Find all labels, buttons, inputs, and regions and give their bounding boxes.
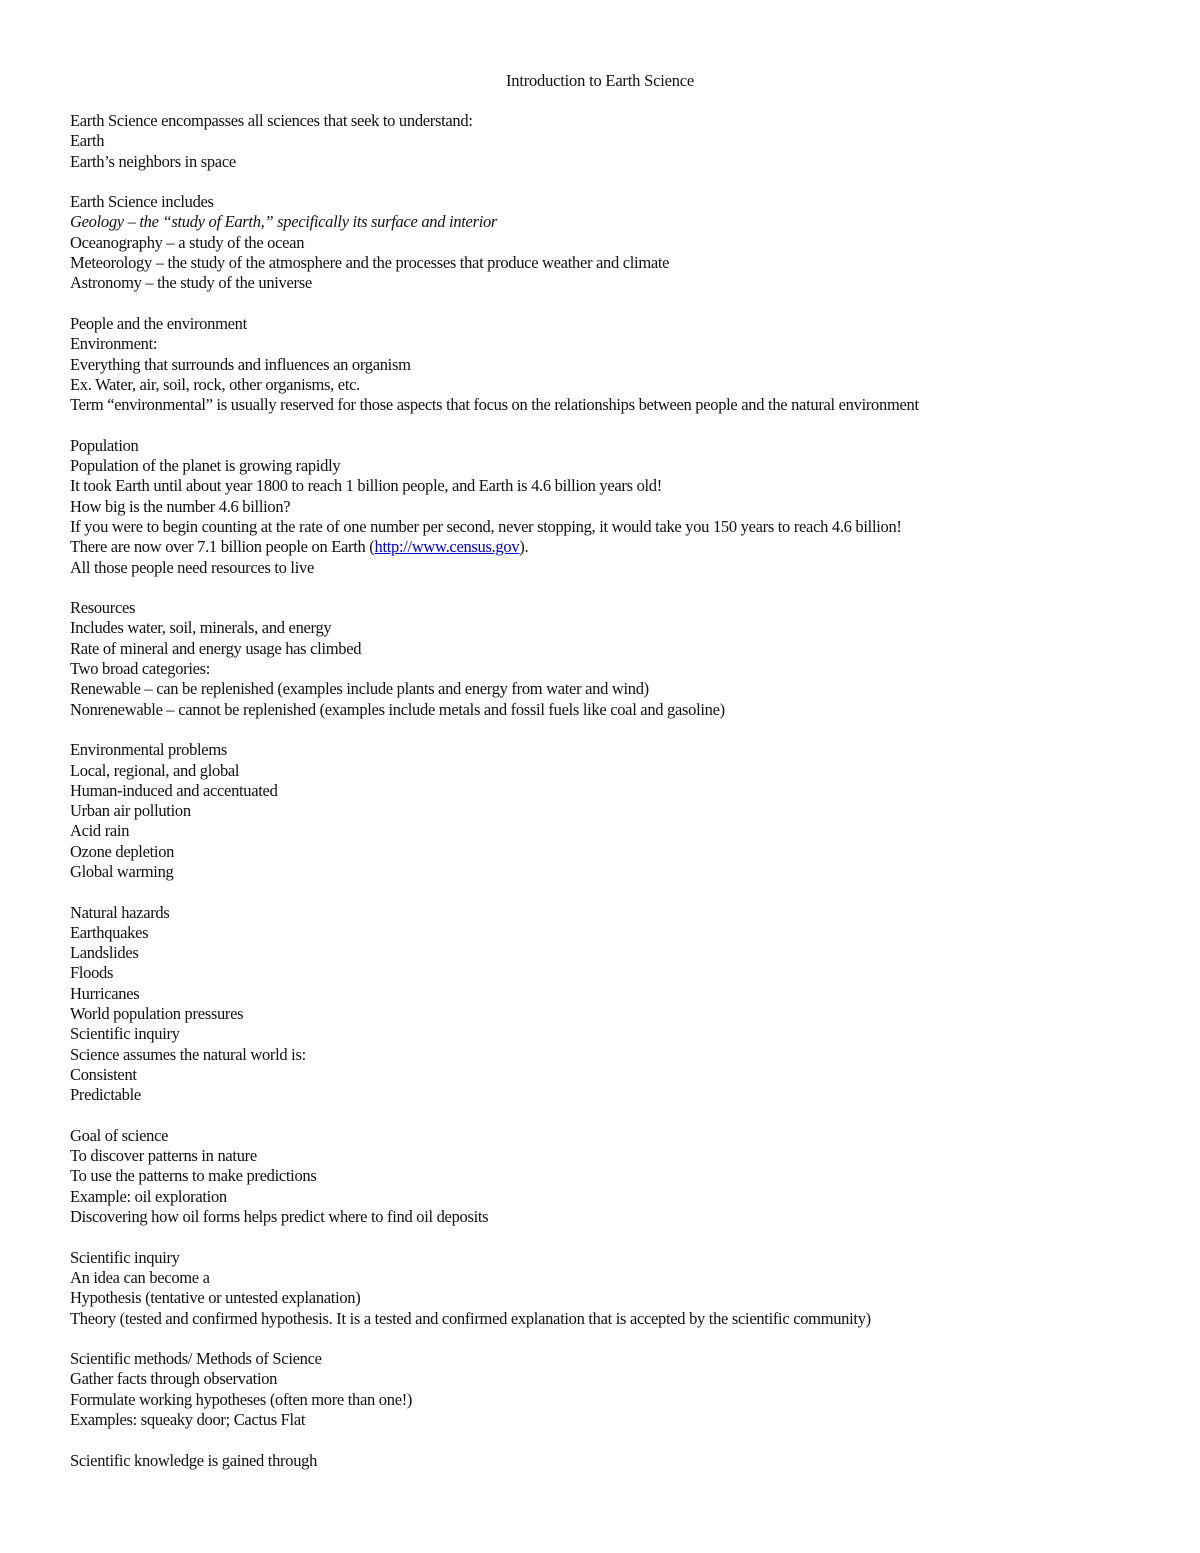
text-line: Ozone depletion: [70, 841, 175, 861]
text-line: Everything that surrounds and influences an organism: [70, 354, 411, 374]
paragraph-gap: [70, 172, 1170, 192]
text-line: All those people need resources to live: [70, 557, 314, 577]
text-line: Hurricanes: [70, 983, 140, 1003]
text-line: Population of the planet is growing rapidly: [70, 456, 341, 476]
section-earth-science-includes: [70, 192, 1170, 293]
text-line: World population pressures: [70, 1004, 244, 1024]
text-line: Urban air pollution: [70, 801, 191, 821]
text-line: Theory (tested and confirmed hypothesis. It is a tested and confirmed explanation that is accepted by the scientific community): [70, 1308, 871, 1328]
text-line: Scientific knowledge is gained through: [70, 1450, 318, 1470]
text-line: Rate of mineral and energy usage has climbed: [70, 638, 362, 658]
census-text-after: ).: [519, 537, 529, 557]
text-line: Natural hazards: [70, 902, 170, 922]
text-line: Hypothesis (tentative or untested explanation): [70, 1288, 361, 1308]
text-line: An idea can become a: [70, 1267, 210, 1287]
paragraph-gap: [70, 294, 1170, 314]
paragraph-gap: [70, 720, 1170, 740]
text-line: Ex. Water, air, soil, rock, other organisms, etc.: [70, 374, 360, 394]
text-line: To use the patterns to make predictions: [70, 1166, 317, 1186]
text-line: Scientific methods/ Methods of Science: [70, 1349, 322, 1369]
text-line: Local, regional, and global: [70, 760, 240, 780]
text-line: Renewable – can be replenished (examples include plants and energy from water and wind): [70, 679, 649, 699]
text-line: Example: oil exploration: [70, 1186, 227, 1206]
paragraph-gap: [70, 1227, 1170, 1247]
text-line: Astronomy – the study of the universe: [70, 273, 312, 293]
text-line: Earth’s neighbors in space: [70, 151, 236, 171]
paragraph-gap: [70, 1430, 1170, 1450]
text-line: It took Earth until about year 1800 to reach 1 billion people, and Earth is 4.6 billion years old!: [70, 476, 662, 496]
text-line: Landslides: [70, 943, 139, 963]
paragraph-gap: [70, 882, 1170, 902]
text-line: Earth: [70, 131, 105, 151]
section-goal-of-science: [70, 1126, 1170, 1227]
census-text-before: There are now over 7.1 billion people on Earth (: [70, 537, 375, 557]
text-line: Earthquakes: [70, 922, 149, 942]
text-line: Discovering how oil forms helps predict where to find oil deposits: [70, 1207, 489, 1227]
text-line: Scientific inquiry: [70, 1024, 180, 1044]
census-line: [70, 537, 1170, 557]
text-line: Scientific inquiry: [70, 1247, 180, 1267]
section-resources: [70, 598, 1170, 720]
section-environmental-problems: [70, 740, 1170, 882]
text-line: Population: [70, 435, 139, 455]
text-line: Environment:: [70, 334, 158, 354]
text-line: Earth Science includes: [70, 192, 214, 212]
paragraph-gap: [70, 415, 1170, 435]
text-line: If you were to begin counting at the rate of one number per second, never stopping, it would take you 150 years to reach 4.6 billion!: [70, 516, 902, 536]
document-body: [70, 111, 1170, 1471]
text-line: Gather facts through observation: [70, 1369, 278, 1389]
text-line: Meteorology – the study of the atmosphere and the processes that produce weather and climate: [70, 253, 670, 273]
section-natural-hazards: [70, 903, 1170, 1106]
text-line-geology: Geology – the “study of Earth,” specifically its surface and interior: [70, 212, 498, 232]
text-line: Earth Science encompasses all sciences that seek to understand:: [70, 111, 473, 130]
text-line: Floods: [70, 963, 114, 983]
text-line: Term “environmental” is usually reserved for those aspects that focus on the relationships between people and the natural environment: [70, 395, 919, 415]
section-scientific-inquiry: [70, 1248, 1170, 1329]
text-line: People and the environment: [70, 313, 247, 333]
text-line: Examples: squeaky door; Cactus Flat: [70, 1410, 306, 1429]
text-line: Science assumes the natural world is:: [70, 1044, 306, 1064]
section-people-environment: [70, 314, 1170, 415]
text-line: Nonrenewable – cannot be replenished (examples include metals and fossil fuels like coal and gasoline): [70, 699, 725, 719]
paragraph-gap: [70, 1106, 1170, 1126]
paragraph-gap: [70, 578, 1170, 598]
text-line: Includes water, soil, minerals, and energy: [70, 618, 332, 638]
text-line: Human-induced and accentuated: [70, 780, 278, 800]
text-line: Two broad categories:: [70, 659, 211, 679]
section-scientific-knowledge: [70, 1451, 1170, 1471]
document-title: Introduction to Earth Science: [505, 71, 694, 90]
text-line: Acid rain: [70, 821, 130, 841]
text-line: Resources: [70, 598, 136, 618]
section-population: [70, 436, 1170, 578]
text-line: Environmental problems: [70, 740, 227, 760]
census-link[interactable]: http://www.census.gov: [374, 537, 520, 557]
text-line: Oceanography – a study of the ocean: [70, 232, 305, 252]
section-earth-science-scope: [70, 111, 1170, 172]
text-line: To discover patterns in nature: [70, 1146, 257, 1166]
text-line: Global warming: [70, 861, 174, 881]
paragraph-gap: [70, 1329, 1170, 1349]
text-line: Consistent: [70, 1064, 137, 1084]
section-scientific-methods: [70, 1349, 1170, 1430]
text-line: Goal of science: [70, 1125, 169, 1145]
text-line: Predictable: [70, 1085, 141, 1105]
text-line: How big is the number 4.6 billion?: [70, 496, 291, 516]
text-line: Formulate working hypotheses (often more than one!): [70, 1389, 413, 1409]
